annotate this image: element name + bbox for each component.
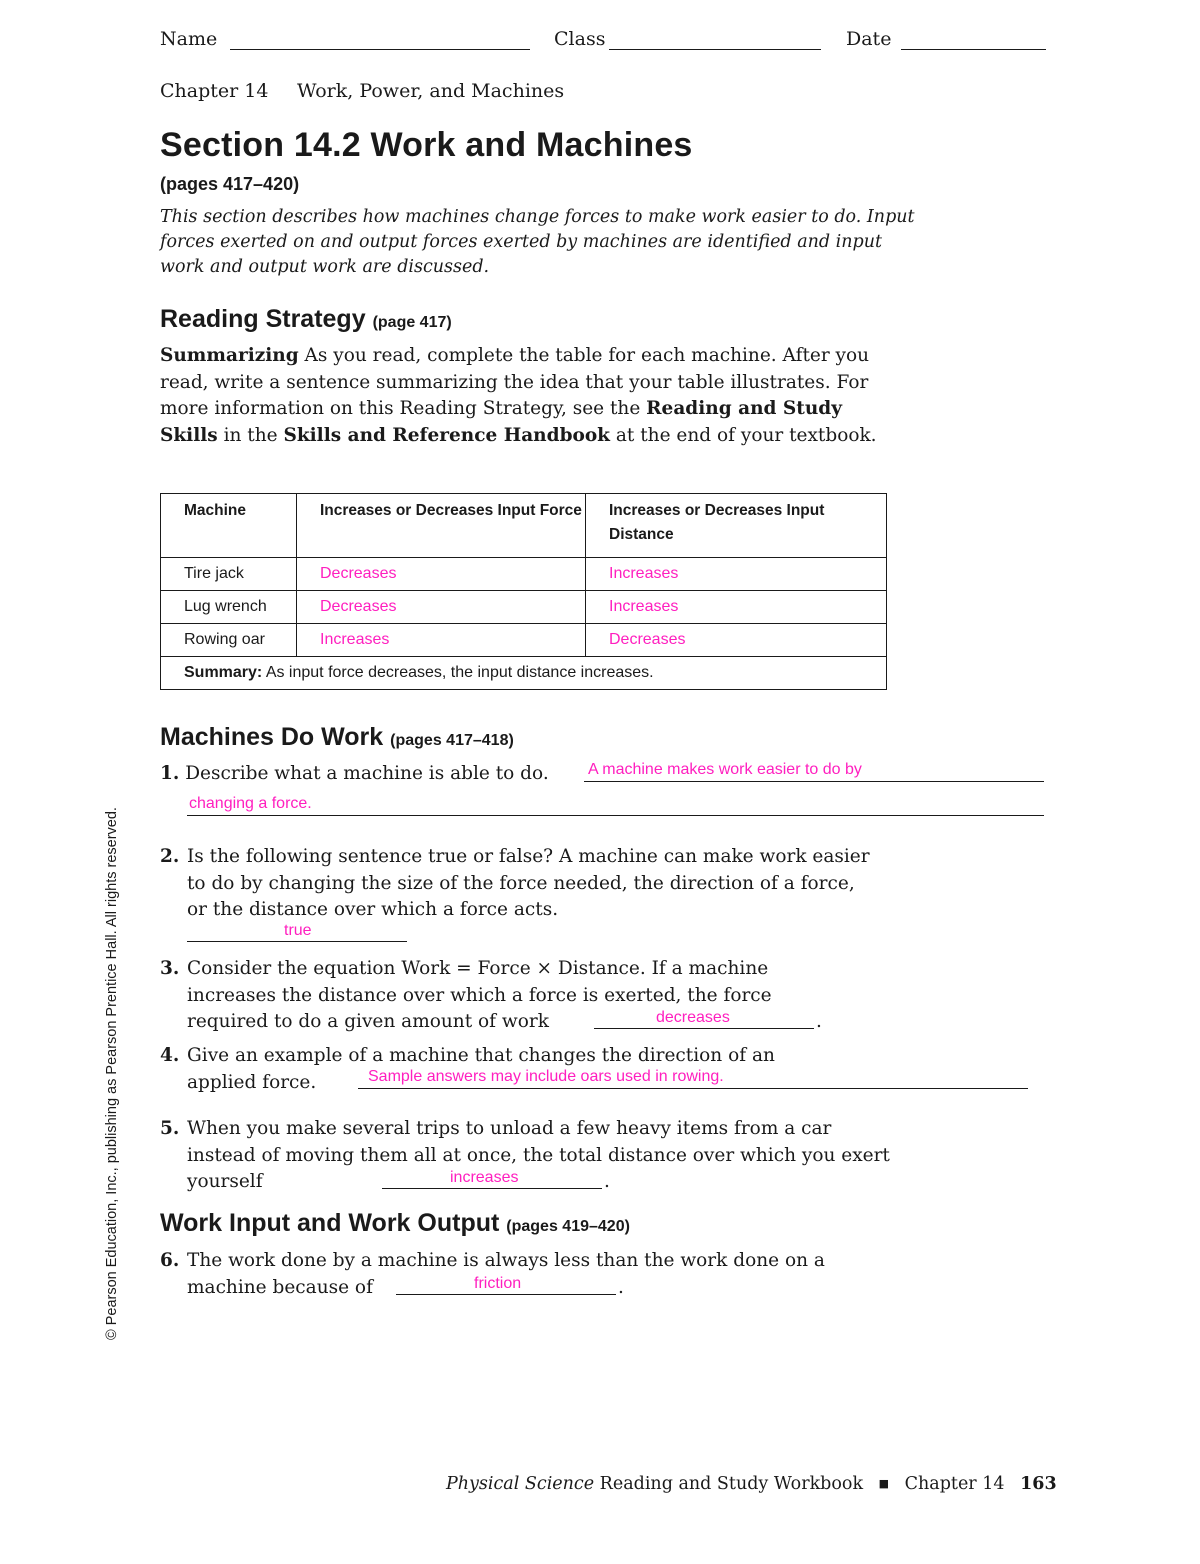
date-label: Date <box>846 28 892 50</box>
table-row <box>161 591 887 624</box>
question-end: . <box>816 1011 822 1032</box>
machine-cell: Rowing oar <box>161 624 297 657</box>
header-input-force: Increases or Decreases Input Force <box>297 494 586 558</box>
date-field[interactable] <box>901 49 1046 50</box>
question-text: When you make several trips to unload a few heavy items from a car instead of moving them all at once, the total distance over which you exert yourself <box>187 1118 890 1192</box>
answer-2: true <box>284 922 312 939</box>
header-input-distance: Increases or Decreases Input Distance <box>586 494 887 558</box>
strategy-bold-2: Skills and Reference Handbook <box>283 424 611 446</box>
summary-text: As input force decreases, the input distance increases. <box>262 664 654 681</box>
question-text: Is the following sentence true or false? A machine can make work easier to do by changing the size of the force needed, the direction of a force, or the distance over which a force acts. <box>187 846 870 920</box>
name-label: Name <box>160 28 218 50</box>
strategy-lead: Summarizing <box>160 345 299 366</box>
reading-strategy-heading <box>160 305 452 334</box>
class-label: Class <box>554 28 606 50</box>
machine-table <box>160 493 887 690</box>
class-field[interactable] <box>609 49 821 50</box>
copyright-notice: © Pearson Education, Inc., publishing as Pearson Prentice Hall. All rights reserved. <box>104 807 120 1340</box>
strategy-text-2: in the <box>217 424 284 446</box>
footer <box>446 1474 1057 1494</box>
question-number: 2. <box>160 846 180 867</box>
answer-line[interactable] <box>584 781 1044 782</box>
work-io-pages: (pages 419–420) <box>506 1218 630 1235</box>
header-machine: Machine <box>161 494 297 558</box>
question-text: Give an example of a machine that changes the direction of an applied force. <box>187 1045 775 1093</box>
answer-line[interactable] <box>594 1028 814 1029</box>
question-4 <box>160 1043 179 1070</box>
footer-chapter: Chapter 14 <box>904 1474 1005 1494</box>
machines-do-work-heading <box>160 723 514 752</box>
question-3 <box>160 956 179 983</box>
machines-do-work-pages: (pages 417–418) <box>390 732 514 749</box>
footer-bullet: ■ <box>878 1477 890 1490</box>
question-number: 6. <box>160 1250 180 1271</box>
question-number: 3. <box>160 958 180 979</box>
answer-line[interactable] <box>187 941 407 942</box>
question-number: 5. <box>160 1118 180 1139</box>
distance-cell[interactable]: Increases <box>586 558 887 591</box>
question-text: The work done by a machine is always less than the work done on a machine because of <box>187 1250 825 1298</box>
strategy-text-1: As you read, complete the table for each machine. After you read, write a sentence summarizing the idea that your table illustrates. For more information on this Reading Strategy, see the <box>160 345 870 419</box>
reading-strategy-text <box>160 343 890 449</box>
machines-do-work-title: Machines Do Work <box>160 723 384 751</box>
answer-1-line-1: A machine makes work easier to do by <box>588 761 862 778</box>
answer-3: decreases <box>656 1009 730 1026</box>
strategy-text-3: at the end of your textbook. <box>610 424 877 446</box>
question-number: 4. <box>160 1045 180 1066</box>
work-io-title: Work Input and Work Output <box>160 1209 500 1237</box>
answer-line[interactable] <box>187 815 1044 816</box>
section-pages: (pages 417–420) <box>160 174 300 194</box>
machine-cell: Tire jack <box>161 558 297 591</box>
question-5 <box>160 1116 179 1143</box>
answer-4: Sample answers may include oars used in rowing. <box>368 1068 724 1085</box>
question-2 <box>160 844 179 871</box>
question-end: . <box>618 1277 624 1298</box>
table-row <box>161 558 887 591</box>
chapter-title: Work, Power, and Machines <box>297 80 565 102</box>
force-cell[interactable]: Increases <box>297 624 586 657</box>
chapter-number: Chapter 14 <box>160 80 269 102</box>
name-field[interactable] <box>230 49 530 50</box>
question-6 <box>160 1248 179 1275</box>
section-title: Section 14.2 Work and Machines <box>160 126 693 164</box>
reading-strategy-pages: (page 417) <box>372 314 452 331</box>
summary-cell[interactable] <box>161 657 887 690</box>
force-cell[interactable]: Decreases <box>297 558 586 591</box>
answer-line[interactable] <box>382 1188 602 1189</box>
answer-line[interactable] <box>396 1294 616 1295</box>
question-1 <box>160 761 549 788</box>
machine-cell: Lug wrench <box>161 591 297 624</box>
distance-cell[interactable]: Increases <box>586 591 887 624</box>
page-number: 163 <box>1020 1474 1057 1494</box>
reading-strategy-title: Reading Strategy <box>160 305 366 333</box>
table-row <box>161 624 887 657</box>
section-intro: This section describes how machines change forces to make work easier to do. Input forces exerted on and output forces exerted by machines are identified and input work and output work are discussed. <box>160 207 915 277</box>
work-io-heading <box>160 1209 630 1238</box>
answer-6: friction <box>474 1275 522 1292</box>
footer-book-title: Physical Science <box>446 1474 595 1494</box>
strategy-bold-1: Reading and Study Skills <box>160 398 842 446</box>
question-text: Consider the equation Work = Force × Distance. If a machine increases the distance over which a force is exerted, the force required to do a given amount of work <box>187 958 772 1032</box>
answer-line[interactable] <box>358 1088 1028 1089</box>
question-number: 1. <box>160 763 180 784</box>
summary-label: Summary: <box>184 664 263 681</box>
question-end: . <box>604 1171 610 1192</box>
force-cell[interactable]: Decreases <box>297 591 586 624</box>
footer-book-rest: Reading and Study Workbook <box>599 1474 864 1494</box>
question-text: Describe what a machine is able to do. <box>185 763 549 784</box>
answer-1-line-2: changing a force. <box>189 795 312 812</box>
answer-5: increases <box>450 1169 519 1186</box>
distance-cell[interactable]: Decreases <box>586 624 887 657</box>
